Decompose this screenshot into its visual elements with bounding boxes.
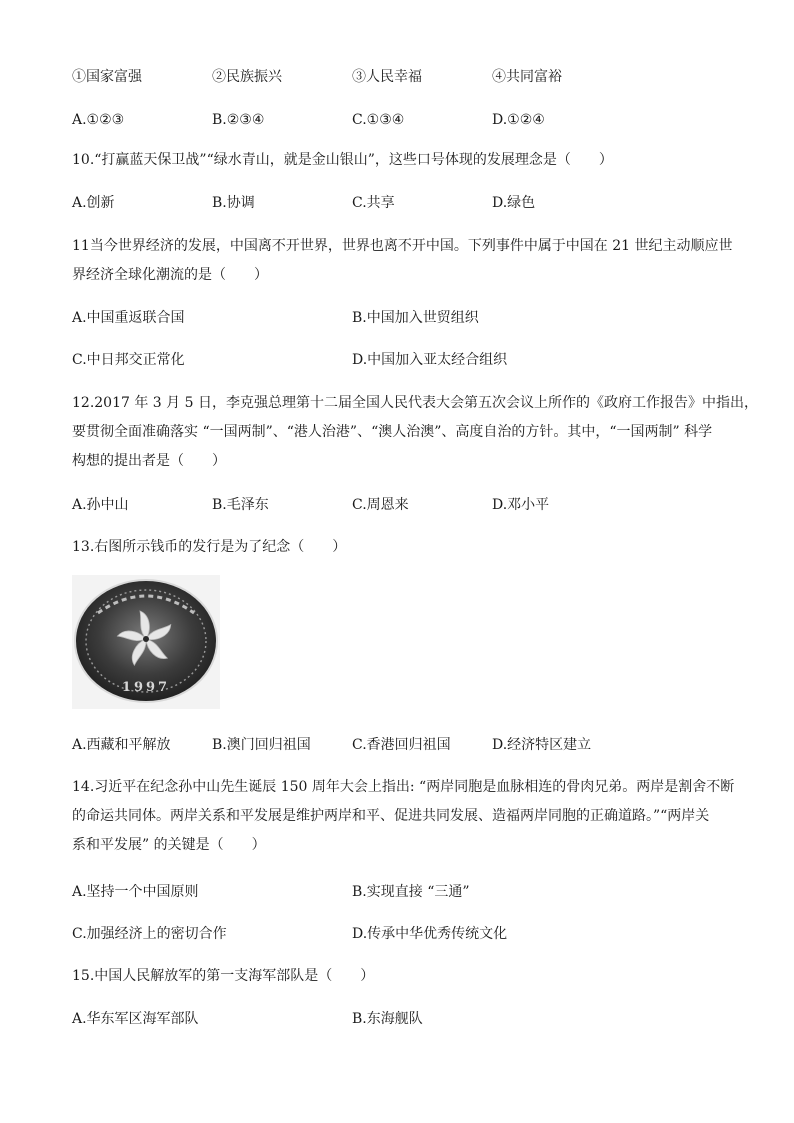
q14-option-d: D.传承中华优秀传统文化	[352, 926, 508, 942]
q9-choice-1: ①国家富强	[72, 69, 142, 85]
q10-option-c: C.共享	[352, 195, 395, 211]
q9-option-c: C.①③④	[352, 112, 405, 128]
q11-stem-line-1: 11当今世界经济的发展，中国离不开世界，世界也离不开中国。下列事件中属于中国在 21 世纪主动顺应世	[72, 238, 733, 254]
coin-icon	[72, 575, 220, 709]
q10-option-d: D.绿色	[492, 195, 536, 211]
q12-stem-line-2: 要贯彻全面准确落实 “一国两制”、“港人治港”、“澳人治澳”、高度自治的方针。其中，“一国两制” 科学	[72, 424, 713, 440]
q9-choice-4: ④共同富裕	[492, 69, 562, 85]
q13-option-a: A.西藏和平解放	[72, 737, 171, 753]
q11-option-d: D.中国加入亚太经合组织	[352, 352, 508, 368]
q11-option-c: C.中日邦交正常化	[72, 352, 185, 368]
q15-option-b: B.东海舰队	[352, 1011, 423, 1027]
q15-stem: 15.中国人民解放军的第一支海军部队是（ ）	[72, 968, 375, 984]
q15-option-a: A.华东军区海军部队	[72, 1011, 199, 1027]
q14-option-a: A.坚持一个中国原则	[72, 884, 199, 900]
coin-year: 1997	[121, 680, 171, 695]
q13-stem: 13.右图所示钱币的发行是为了纪念（ ）	[72, 539, 347, 555]
q12-stem-line-1: 12.2017 年 3 月 5 日，李克强总理第十二届全国人民代表大会第五次会议上所作的《政府工作报告》中指出，	[72, 395, 758, 411]
q13-option-c: C.香港回归祖国	[352, 737, 451, 753]
q14-option-c: C.加强经济上的密切合作	[72, 926, 227, 942]
q10-option-a: A.创新	[72, 195, 115, 211]
q14-option-b: B.实现直接 “三通”	[352, 884, 470, 900]
q12-option-b: B.毛泽东	[212, 497, 269, 513]
q11-stem	[72, 236, 733, 294]
q13-option-d: D.经济特区建立	[492, 737, 592, 753]
q12-option-d: D.邓小平	[492, 497, 550, 513]
q14-stem	[72, 777, 735, 864]
q10-stem: 10.“打赢蓝天保卫战”“绿水青山，就是金山银山”，这些口号体现的发展理念是（ ）	[72, 152, 613, 168]
q12-option-a: A.孙中山	[72, 497, 129, 513]
q9-option-d: D.①②④	[492, 112, 545, 128]
q14-stem-line-3: 系和平发展” 的关键是（ ）	[72, 837, 266, 853]
q12-stem-line-3: 构想的提出者是（ ）	[72, 453, 226, 469]
q11-option-b: B.中国加入世贸组织	[352, 310, 479, 326]
q10-option-b: B.协调	[212, 195, 255, 211]
q11-option-a: A.中国重返联合国	[72, 310, 185, 326]
q14-stem-line-2: 的命运共同体。两岸关系和平发展是维护两岸和平、促进共同发展、造福两岸同胞的正确道路。”“两岸关	[72, 808, 710, 824]
q9-choice-3: ③人民幸福	[352, 69, 422, 85]
q11-stem-line-2: 界经济全球化潮流的是（ ）	[72, 267, 268, 283]
q12-stem	[72, 393, 758, 480]
q14-stem-line-1: 14.习近平在纪念孙中山先生诞辰 150 周年大会上指出: “两岸同胞是血脉相连的骨肉兄弟。两岸是割舍不断	[72, 779, 735, 795]
q13-option-b: B.澳门回归祖国	[212, 737, 311, 753]
commemorative-coin-image	[72, 575, 220, 709]
q9-choice-2: ②民族振兴	[212, 69, 282, 85]
q9-option-a: A.①②③	[72, 112, 125, 128]
q12-option-c: C.周恩来	[352, 497, 409, 513]
q9-option-b: B.②③④	[212, 112, 265, 128]
